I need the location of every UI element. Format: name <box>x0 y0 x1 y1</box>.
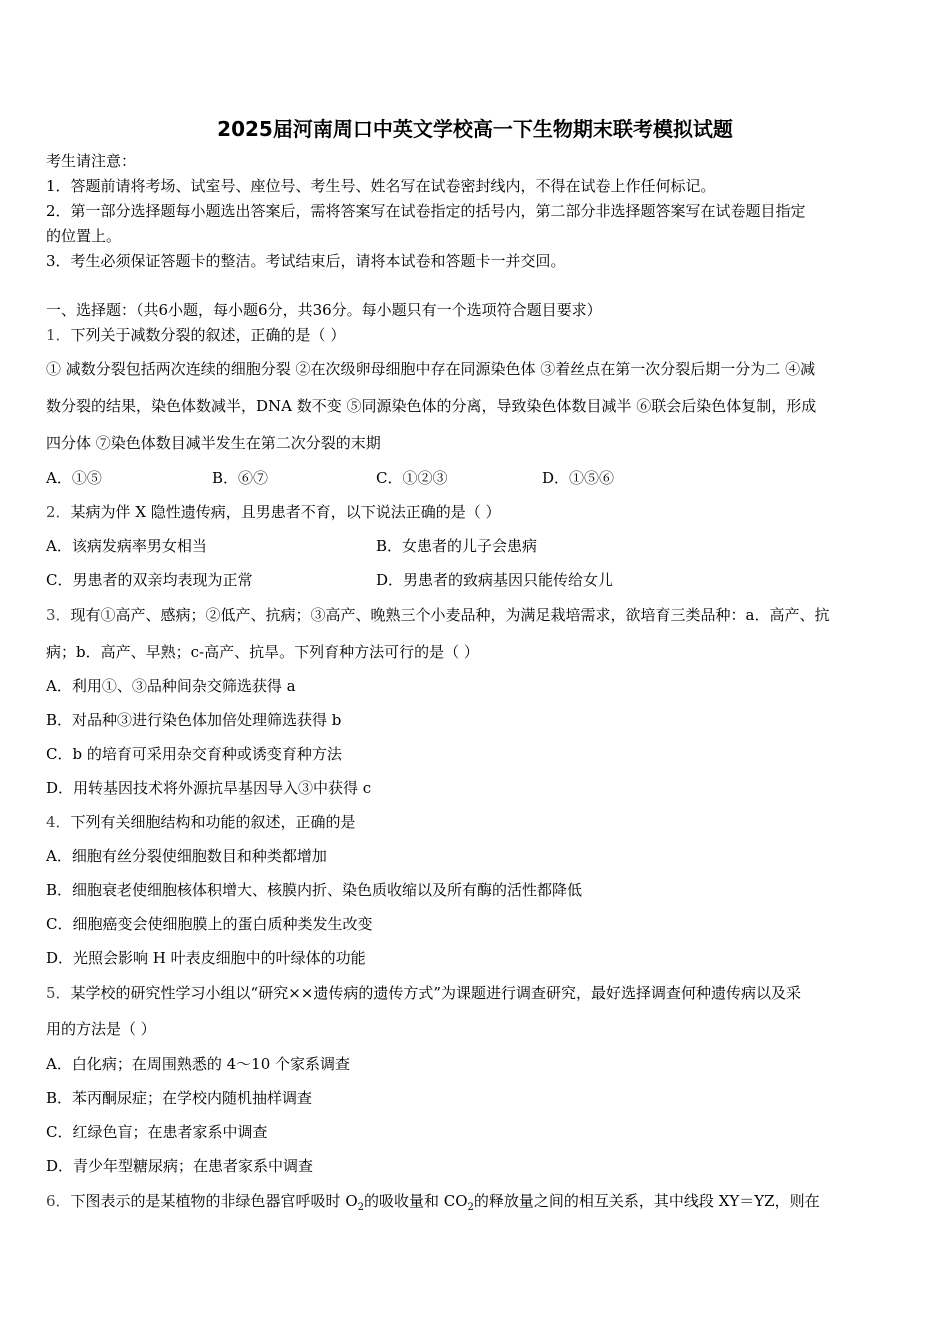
question-2 <box>46 501 904 523</box>
q5-option-c[interactable]: C．红绿色盲；在患者家系中调查 <box>46 1123 268 1141</box>
notice-item-3: 3．考生必须保证答题卡的整洁。考试结束后，请将本试卷和答题卡一并交回。 <box>46 252 566 270</box>
question-number: 2． <box>46 503 71 521</box>
subscript: 2 <box>357 1202 364 1213</box>
q1-option-c[interactable]: C．①②③ <box>376 469 448 487</box>
question-stem-part-2: 的吸收量和 CO <box>364 1192 468 1210</box>
q4-option-a[interactable]: A．细胞有丝分裂使细胞数目和种类都增加 <box>46 847 327 865</box>
question-4 <box>46 811 904 833</box>
q2-option-c[interactable]: C．男患者的双亲均表现为正常 <box>46 571 253 589</box>
question-stem: 某学校的研究性学习小组以“研究××遗传病的遗传方式”为课题进行调查研究，最好选择调查何种遗传病以及采 <box>70 984 802 1002</box>
question-number: 1． <box>46 326 71 344</box>
q2-option-d[interactable]: D．男患者的致病基因只能传给女儿 <box>376 571 614 589</box>
notice-item-2: 2．第一部分选择题每小题选出答案后，需将答案写在试卷指定的括号内，第二部分非选择题答案写在试卷题目指定 <box>46 202 806 220</box>
q3-option-a[interactable]: A．利用①、③品种间杂交筛选获得 a <box>46 677 296 695</box>
section-heading: 一、选择题：（共6小题，每小题6分，共36分。每小题只有一个选项符合题目要求） <box>46 301 602 319</box>
question-stem: 某病为伴 X 隐性遗传病，且男患者不育，以下说法正确的是（ ） <box>70 503 501 521</box>
notice-item-1: 1．答题前请将考场、试室号、座位号、考生号、姓名写在试卷密封线内，不得在试卷上作任何标记。 <box>46 177 716 195</box>
q2-option-a[interactable]: A．该病发病率男女相当 <box>46 537 207 555</box>
notice-item-2-cont: 的位置上。 <box>46 227 122 245</box>
question-1 <box>46 324 904 346</box>
q4-option-d[interactable]: D．光照会影响 H 叶表皮细胞中的叶绿体的功能 <box>46 949 366 967</box>
q5-stem-cont: 用的方法是（ ） <box>46 1020 156 1038</box>
q1-statements-line-2: 数分裂的结果，染色体数减半，DNA 数不变 ⑤同源染色体的分离，导致染色体数目减半 ⑥联会后染色体复制，形成 <box>46 397 817 415</box>
q5-option-a[interactable]: A．白化病；在周围熟悉的 4～10 个家系调查 <box>46 1055 351 1073</box>
question-number: 5． <box>46 984 71 1002</box>
notice-heading: 考生请注意： <box>46 152 137 170</box>
q1-statements-line-3: 四分体 ⑦染色体数目减半发生在第二次分裂的末期 <box>46 434 381 452</box>
q2-option-b[interactable]: B．女患者的儿子会患病 <box>376 537 538 555</box>
q5-option-d[interactable]: D．青少年型糖尿病；在患者家系中调查 <box>46 1157 314 1175</box>
q3-stem-cont: 病；b．高产、早熟；c-高产、抗旱。下列育种方法可行的是（ ） <box>46 643 479 661</box>
q1-statements-line-1: ① 减数分裂包括两次连续的细胞分裂 ②在次级卵母细胞中存在同源染色体 ③着丝点在第一次分裂后期一分为二 ④减 <box>46 360 816 378</box>
question-stem: 现有①高产、感病；②低产、抗病；③高产、晚熟三个小麦品种，为满足栽培需求，欲培育三类品种：a．高产、抗 <box>70 606 830 624</box>
question-6 <box>46 1190 904 1219</box>
question-stem-part-1: 下图表示的是某植物的非绿色器官呼吸时 O <box>70 1192 358 1210</box>
q1-option-a[interactable]: A．①⑤ <box>46 469 102 487</box>
q4-option-b[interactable]: B．细胞衰老使细胞核体积增大、核膜内折、染色质收缩以及所有酶的活性都降低 <box>46 881 583 899</box>
question-stem-part-3: 的释放量之间的相互关系，其中线段 XY＝YZ，则在 <box>473 1192 820 1210</box>
question-3 <box>46 604 904 626</box>
question-number: 4． <box>46 813 71 831</box>
question-stem: 下列有关细胞结构和功能的叙述，正确的是 <box>70 813 356 831</box>
question-5 <box>46 982 904 1004</box>
subscript: 2 <box>467 1202 474 1213</box>
q1-option-d[interactable]: D．①⑤⑥ <box>542 469 615 487</box>
q5-option-b[interactable]: B．苯丙酮尿症；在学校内随机抽样调查 <box>46 1089 313 1107</box>
question-number: 3． <box>46 606 71 624</box>
q4-option-c[interactable]: C．细胞癌变会使细胞膜上的蛋白质种类发生改变 <box>46 915 373 933</box>
question-number: 6． <box>46 1192 71 1210</box>
q3-option-d[interactable]: D．用转基因技术将外源抗旱基因导入③中获得 c <box>46 779 372 797</box>
q3-option-c[interactable]: C．b 的培育可采用杂交育种或诱变育种方法 <box>46 745 342 763</box>
question-stem: 下列关于减数分裂的叙述，正确的是（ ） <box>70 326 346 344</box>
q1-option-b[interactable]: B．⑥⑦ <box>212 469 269 487</box>
page-title: 2025届河南周口中英文学校高一下生物期末联考模拟试题 <box>217 117 733 141</box>
q3-option-b[interactable]: B．对品种③进行染色体加倍处理筛选获得 b <box>46 711 342 729</box>
